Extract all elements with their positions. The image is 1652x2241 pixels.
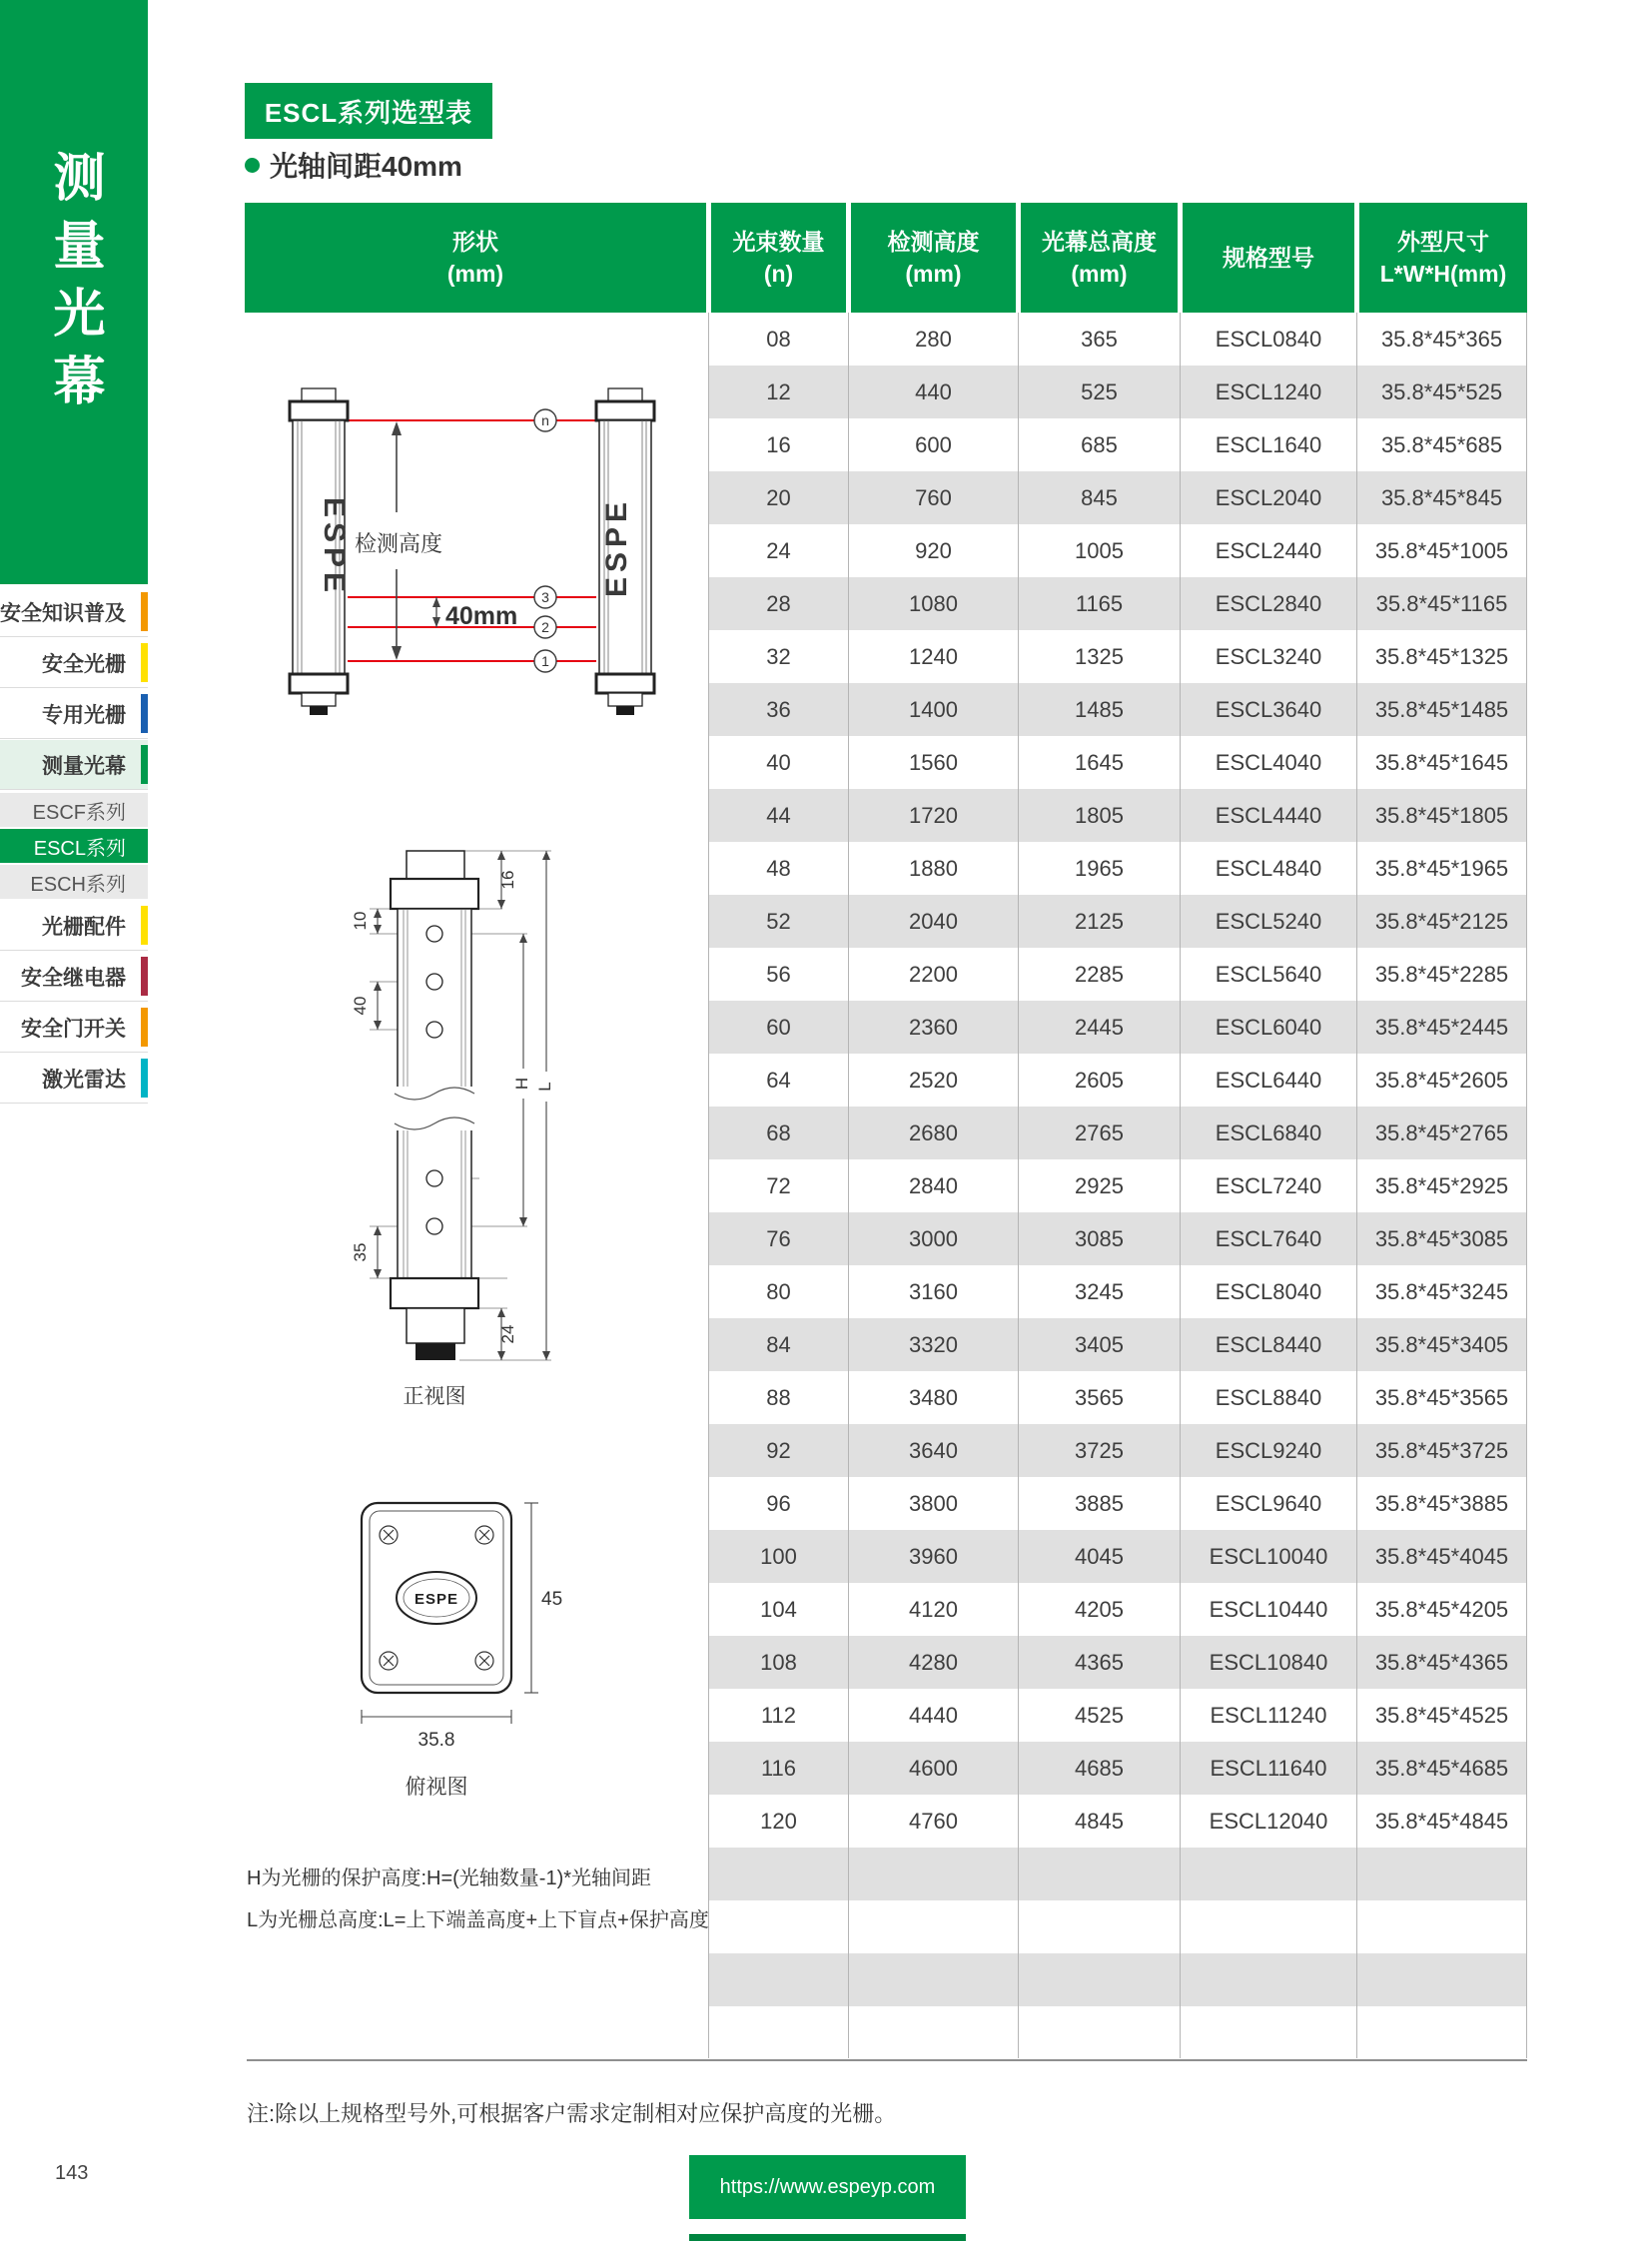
svg-text:1: 1 — [541, 653, 549, 669]
sidebar-item-label: 激光雷达 — [42, 1068, 126, 1092]
table-row — [708, 1795, 1527, 1848]
table-cell: 2520 — [848, 1054, 1018, 1107]
table-row — [708, 948, 1527, 1001]
table-cell — [1356, 1953, 1527, 2006]
table-cell: 92 — [708, 1424, 848, 1477]
front-right-dims — [497, 851, 554, 1360]
sidebar-item-accent-bar — [141, 957, 148, 996]
table-cell: ESCL8040 — [1180, 1265, 1356, 1318]
sidebar-item[interactable] — [0, 865, 148, 899]
table-cell — [1180, 1900, 1356, 1953]
table-cell: 100 — [708, 1530, 848, 1583]
sidebar-item[interactable] — [0, 793, 148, 827]
table-cell: ESCL6840 — [1180, 1107, 1356, 1159]
table-cell: 4365 — [1018, 1636, 1180, 1689]
footer-green-strip — [689, 2234, 966, 2241]
table-cell: 35.8*45*4845 — [1356, 1795, 1527, 1848]
table-cell — [1356, 1900, 1527, 1953]
sidebar-item-accent-bar — [141, 906, 148, 945]
table-cell: 35.8*45*685 — [1356, 418, 1527, 471]
table-column-header: 规格型号 — [1183, 203, 1354, 313]
table-cell: ESCL10840 — [1180, 1636, 1356, 1689]
table-cell: 56 — [708, 948, 848, 1001]
sidebar-item-accent-bar — [141, 592, 148, 631]
svg-text:n: n — [541, 412, 549, 428]
table-cell: 3640 — [848, 1424, 1018, 1477]
table-bottom-border — [247, 2059, 1527, 2061]
table-column-header: 光束数量 (n) — [711, 203, 846, 313]
table-cell: 1720 — [848, 789, 1018, 842]
table-row — [708, 313, 1527, 366]
table-row — [708, 1159, 1527, 1212]
table-cell: 3565 — [1018, 1371, 1180, 1424]
top-view-diagram — [340, 1493, 579, 1813]
table-cell: 80 — [708, 1265, 848, 1318]
table-cell: ESCL11640 — [1180, 1742, 1356, 1795]
emitter-tower — [290, 388, 351, 715]
table-cell: 760 — [848, 471, 1018, 524]
table-cell: 20 — [708, 471, 848, 524]
table-cell: ESCL9240 — [1180, 1424, 1356, 1477]
section-badge: ESCL系列选型表 — [245, 83, 492, 139]
table-cell: 280 — [848, 313, 1018, 366]
table-cell: ESCL7240 — [1180, 1159, 1356, 1212]
table-cell: 35.8*45*1325 — [1356, 630, 1527, 683]
table-cell: ESCL6040 — [1180, 1001, 1356, 1054]
table-cell: 35.8*45*1805 — [1356, 789, 1527, 842]
table-cell: 35.8*45*3405 — [1356, 1318, 1527, 1371]
top-view-logo: ESPE — [413, 1591, 459, 1608]
sidebar-item-label: 测量光幕 — [42, 754, 126, 778]
table-cell — [848, 1848, 1018, 1900]
receiver-tower — [596, 388, 654, 715]
website-link[interactable]: https://www.espeyp.com — [689, 2155, 966, 2219]
table-cell: 35.8*45*3725 — [1356, 1424, 1527, 1477]
svg-text:检测高度: 检测高度 — [354, 531, 443, 556]
svg-text:3: 3 — [541, 589, 549, 605]
table-row — [708, 471, 1527, 524]
table-cell: 88 — [708, 1371, 848, 1424]
table-cell: 108 — [708, 1636, 848, 1689]
sidebar-item-label: 安全继电器 — [21, 966, 126, 990]
beam-number-circles — [534, 409, 556, 672]
sidebar-item[interactable] — [0, 829, 148, 863]
beam-spacing-diagram — [247, 379, 706, 724]
table-cell: ESCL10040 — [1180, 1530, 1356, 1583]
table-cell: ESCL2040 — [1180, 471, 1356, 524]
table-cell: 3320 — [848, 1318, 1018, 1371]
table-cell: 3405 — [1018, 1318, 1180, 1371]
table-row — [708, 1583, 1527, 1636]
table-cell — [1018, 1848, 1180, 1900]
sidebar-item-accent-bar — [141, 643, 148, 682]
table-row — [708, 366, 1527, 418]
table-cell: 64 — [708, 1054, 848, 1107]
table-cell: ESCL6440 — [1180, 1054, 1356, 1107]
svg-text:L: L — [535, 1082, 554, 1092]
table-cell: 3800 — [848, 1477, 1018, 1530]
table-cell: 2840 — [848, 1159, 1018, 1212]
sidebar-item-label: ESCL系列 — [33, 837, 126, 860]
table-cell: 2200 — [848, 948, 1018, 1001]
table-cell: ESCL2840 — [1180, 577, 1356, 630]
pitch-dim — [432, 597, 517, 630]
brand-text-left: ESPE — [318, 496, 351, 598]
top-view-caption: 俯视图 — [405, 1776, 468, 1799]
table-cell: 3085 — [1018, 1212, 1180, 1265]
table-cell: 35.8*45*2605 — [1356, 1054, 1527, 1107]
table-column-header: 形状 (mm) — [245, 203, 706, 313]
table-cell: ESCL4440 — [1180, 789, 1356, 842]
svg-text:40mm: 40mm — [445, 602, 518, 630]
table-row — [708, 1212, 1527, 1265]
table-cell: ESCL9640 — [1180, 1477, 1356, 1530]
sidebar-item[interactable] — [0, 689, 148, 739]
table-cell — [708, 1900, 848, 1953]
table-cell: 2125 — [1018, 895, 1180, 948]
sidebar-item[interactable] — [0, 1054, 148, 1104]
sidebar-title — [0, 150, 148, 421]
svg-text:2: 2 — [541, 619, 549, 635]
table-row-empty — [708, 2006, 1527, 2058]
table-cell: 35.8*45*2445 — [1356, 1001, 1527, 1054]
table-row — [708, 577, 1527, 630]
table-cell: 24 — [708, 524, 848, 577]
table-cell: ESCL3640 — [1180, 683, 1356, 736]
bullet-dot-icon — [245, 158, 260, 173]
svg-text:40: 40 — [351, 996, 370, 1016]
table-cell: 1645 — [1018, 736, 1180, 789]
footnote-h: H为光栅的保护高度:H=(光轴数量-1)*光轴间距 — [247, 1868, 652, 1889]
custom-note: 注:除以上规格型号外,可根据客户需求定制相对应保护高度的光栅。 — [247, 2101, 897, 2126]
table-row — [708, 1424, 1527, 1477]
table-row — [708, 1477, 1527, 1530]
table-cell: 4845 — [1018, 1795, 1180, 1848]
table-cell: 84 — [708, 1318, 848, 1371]
footnote-l: L为光栅总高度:L=上下端盖高度+上下盲点+保护高度 — [247, 1909, 709, 1931]
table-cell: 1400 — [848, 683, 1018, 736]
table-cell: 365 — [1018, 313, 1180, 366]
table-cell: 35.8*45*4525 — [1356, 1689, 1527, 1742]
bullet-label: 光轴间距40mm — [270, 151, 462, 182]
table-cell — [708, 2006, 848, 2058]
table-cell — [708, 1848, 848, 1900]
table-row — [708, 1689, 1527, 1742]
table-cell — [1180, 1953, 1356, 2006]
table-row — [708, 1742, 1527, 1795]
table-cell: 35.8*45*3245 — [1356, 1265, 1527, 1318]
svg-text:24: 24 — [498, 1324, 517, 1344]
sidebar-item[interactable] — [0, 740, 148, 790]
table-cell: 2925 — [1018, 1159, 1180, 1212]
table-cell: ESCL8440 — [1180, 1318, 1356, 1371]
table-cell: 600 — [848, 418, 1018, 471]
table-cell: 4205 — [1018, 1583, 1180, 1636]
table-row — [708, 683, 1527, 736]
table-cell: 116 — [708, 1742, 848, 1795]
table-row — [708, 1054, 1527, 1107]
table-cell — [1018, 1900, 1180, 1953]
sidebar-item-label: 安全光栅 — [42, 652, 126, 676]
brand-text-right: ESPE — [600, 496, 633, 598]
table-cell: 16 — [708, 418, 848, 471]
table-cell: 35.8*45*2285 — [1356, 948, 1527, 1001]
svg-text:16: 16 — [498, 870, 517, 890]
table-cell: ESCL2440 — [1180, 524, 1356, 577]
table-cell — [1356, 1848, 1527, 1900]
sidebar-item-label: 安全知识普及 — [0, 601, 126, 625]
svg-text:10: 10 — [351, 911, 370, 931]
front-tower — [391, 851, 478, 1360]
table-cell: 1880 — [848, 842, 1018, 895]
svg-text:45: 45 — [541, 1589, 563, 1610]
table-cell: 3160 — [848, 1265, 1018, 1318]
table-cell: 35.8*45*525 — [1356, 366, 1527, 418]
table-cell: 120 — [708, 1795, 848, 1848]
front-view-caption: 正视图 — [403, 1385, 466, 1408]
table-cell: ESCL1240 — [1180, 366, 1356, 418]
sidebar-item[interactable] — [0, 587, 148, 637]
sidebar-item[interactable] — [0, 952, 148, 1002]
sidebar-item[interactable] — [0, 1003, 148, 1053]
sidebar-item[interactable] — [0, 638, 148, 688]
table-cell: 1965 — [1018, 842, 1180, 895]
table-row — [708, 1001, 1527, 1054]
front-left-dims — [351, 909, 382, 1278]
front-view-diagram — [340, 844, 569, 1418]
table-cell: 35.8*45*3885 — [1356, 1477, 1527, 1530]
table-cell: ESCL8840 — [1180, 1371, 1356, 1424]
table-cell: 4120 — [848, 1583, 1018, 1636]
table-cell — [848, 2006, 1018, 2058]
table-cell: 2765 — [1018, 1107, 1180, 1159]
table-cell: 845 — [1018, 471, 1180, 524]
detect-height-dim — [355, 421, 442, 660]
table-cell: ESCL10440 — [1180, 1583, 1356, 1636]
table-cell: 48 — [708, 842, 848, 895]
sidebar-item-label: ESCF系列 — [32, 801, 126, 824]
table-cell: 112 — [708, 1689, 848, 1742]
table-row — [708, 789, 1527, 842]
table-row — [708, 630, 1527, 683]
table-cell: 12 — [708, 366, 848, 418]
table-cell: 2285 — [1018, 948, 1180, 1001]
table-cell: 4685 — [1018, 1742, 1180, 1795]
table-cell: 96 — [708, 1477, 848, 1530]
table-row-empty — [708, 1900, 1527, 1953]
table-cell: 4760 — [848, 1795, 1018, 1848]
table-cell: 68 — [708, 1107, 848, 1159]
table-row — [708, 895, 1527, 948]
table-cell — [1356, 2006, 1527, 2058]
sidebar-title-text: 测量光幕 — [45, 150, 103, 421]
table-cell: 4280 — [848, 1636, 1018, 1689]
table-cell: ESCL0840 — [1180, 313, 1356, 366]
table-cell: 3480 — [848, 1371, 1018, 1424]
table-cell: 3000 — [848, 1212, 1018, 1265]
table-cell: 72 — [708, 1159, 848, 1212]
table-row-empty — [708, 1953, 1527, 2006]
table-cell: 1080 — [848, 577, 1018, 630]
sidebar-item[interactable] — [0, 901, 148, 951]
table-cell: 35.8*45*2765 — [1356, 1107, 1527, 1159]
bullet-line — [245, 146, 462, 184]
table-column-header: 检测高度 (mm) — [851, 203, 1016, 313]
table-cell: 35.8*45*4365 — [1356, 1636, 1527, 1689]
table-cell: 1560 — [848, 736, 1018, 789]
sidebar-item-accent-bar — [141, 1008, 148, 1047]
table-cell: 60 — [708, 1001, 848, 1054]
table-row — [708, 1371, 1527, 1424]
table-row — [708, 1318, 1527, 1371]
table-cell — [1018, 1953, 1180, 2006]
table-cell: ESCL7640 — [1180, 1212, 1356, 1265]
table-cell: 2360 — [848, 1001, 1018, 1054]
table-cell: ESCL5240 — [1180, 895, 1356, 948]
table-cell: 4525 — [1018, 1689, 1180, 1742]
table-row-empty — [708, 1848, 1527, 1900]
table-cell: 685 — [1018, 418, 1180, 471]
table-cell: 3725 — [1018, 1424, 1180, 1477]
table-cell: 2040 — [848, 895, 1018, 948]
table-cell: 52 — [708, 895, 848, 948]
table-cell: 3885 — [1018, 1477, 1180, 1530]
table-row — [708, 1107, 1527, 1159]
table-cell: ESCL4040 — [1180, 736, 1356, 789]
table-column-header: 外型尺寸 L*W*H(mm) — [1359, 203, 1527, 313]
sidebar-item-accent-bar — [141, 694, 148, 733]
table-row — [708, 1530, 1527, 1583]
table-cell — [1180, 1848, 1356, 1900]
table-column-header: 光幕总高度 (mm) — [1021, 203, 1178, 313]
table-cell: ESCL11240 — [1180, 1689, 1356, 1742]
table-cell — [1018, 2006, 1180, 2058]
table-cell: 08 — [708, 313, 848, 366]
table-cell: 35.8*45*1165 — [1356, 577, 1527, 630]
table-cell: 440 — [848, 366, 1018, 418]
table-row — [708, 1265, 1527, 1318]
table-cell: 35.8*45*1645 — [1356, 736, 1527, 789]
table-cell: 1805 — [1018, 789, 1180, 842]
table-row — [708, 736, 1527, 789]
table-cell — [848, 1900, 1018, 1953]
svg-text:35.8: 35.8 — [417, 1730, 455, 1751]
sidebar-item-accent-bar — [141, 745, 148, 784]
table-cell: 1325 — [1018, 630, 1180, 683]
table-cell: 4600 — [848, 1742, 1018, 1795]
table-cell: ESCL12040 — [1180, 1795, 1356, 1848]
table-cell: 3960 — [848, 1530, 1018, 1583]
table-cell: 35.8*45*4045 — [1356, 1530, 1527, 1583]
table-row — [708, 418, 1527, 471]
table-cell: 76 — [708, 1212, 848, 1265]
sidebar-item-label: 光栅配件 — [42, 915, 126, 939]
table-cell — [1180, 2006, 1356, 2058]
table-cell: 4440 — [848, 1689, 1018, 1742]
top-view-body — [362, 1503, 511, 1693]
table-cell: 35.8*45*365 — [1356, 313, 1527, 366]
table-row — [708, 842, 1527, 895]
table-cell: 28 — [708, 577, 848, 630]
table-cell: 1005 — [1018, 524, 1180, 577]
sidebar-item-accent-bar — [141, 1059, 148, 1098]
page-number: 143 — [55, 2162, 89, 2184]
table-cell: 920 — [848, 524, 1018, 577]
table-cell: 35.8*45*3085 — [1356, 1212, 1527, 1265]
table-cell: 44 — [708, 789, 848, 842]
table-cell: 35.8*45*4685 — [1356, 1742, 1527, 1795]
table-cell: 35.8*45*1005 — [1356, 524, 1527, 577]
table-cell: 2680 — [848, 1107, 1018, 1159]
table-cell: 35.8*45*4205 — [1356, 1583, 1527, 1636]
svg-text:35: 35 — [351, 1242, 370, 1262]
table-cell: 40 — [708, 736, 848, 789]
table-cell: 4045 — [1018, 1530, 1180, 1583]
table-cell: 3245 — [1018, 1265, 1180, 1318]
table-cell: 1485 — [1018, 683, 1180, 736]
table-cell: 36 — [708, 683, 848, 736]
table-cell: 35.8*45*2925 — [1356, 1159, 1527, 1212]
table-cell: 1165 — [1018, 577, 1180, 630]
sidebar-item-label: ESCH系列 — [30, 873, 126, 896]
table-cell: ESCL3240 — [1180, 630, 1356, 683]
table-cell: 525 — [1018, 366, 1180, 418]
sidebar-item-label: 专用光栅 — [42, 703, 126, 727]
table-cell — [708, 1953, 848, 2006]
table-cell: ESCL5640 — [1180, 948, 1356, 1001]
table-cell — [848, 1953, 1018, 2006]
table-row — [708, 1636, 1527, 1689]
table-cell: 35.8*45*2125 — [1356, 895, 1527, 948]
sidebar-item-label: 安全门开关 — [21, 1017, 126, 1041]
table-cell: 35.8*45*3565 — [1356, 1371, 1527, 1424]
svg-text:H: H — [512, 1077, 531, 1091]
table-cell: 2605 — [1018, 1054, 1180, 1107]
table-cell: ESCL4840 — [1180, 842, 1356, 895]
table-cell: 1240 — [848, 630, 1018, 683]
table-cell: 35.8*45*1485 — [1356, 683, 1527, 736]
table-cell: 35.8*45*1965 — [1356, 842, 1527, 895]
table-row — [708, 524, 1527, 577]
table-cell: 2445 — [1018, 1001, 1180, 1054]
table-cell: 35.8*45*845 — [1356, 471, 1527, 524]
table-cell: 32 — [708, 630, 848, 683]
table-cell: 104 — [708, 1583, 848, 1636]
table-cell: ESCL1640 — [1180, 418, 1356, 471]
